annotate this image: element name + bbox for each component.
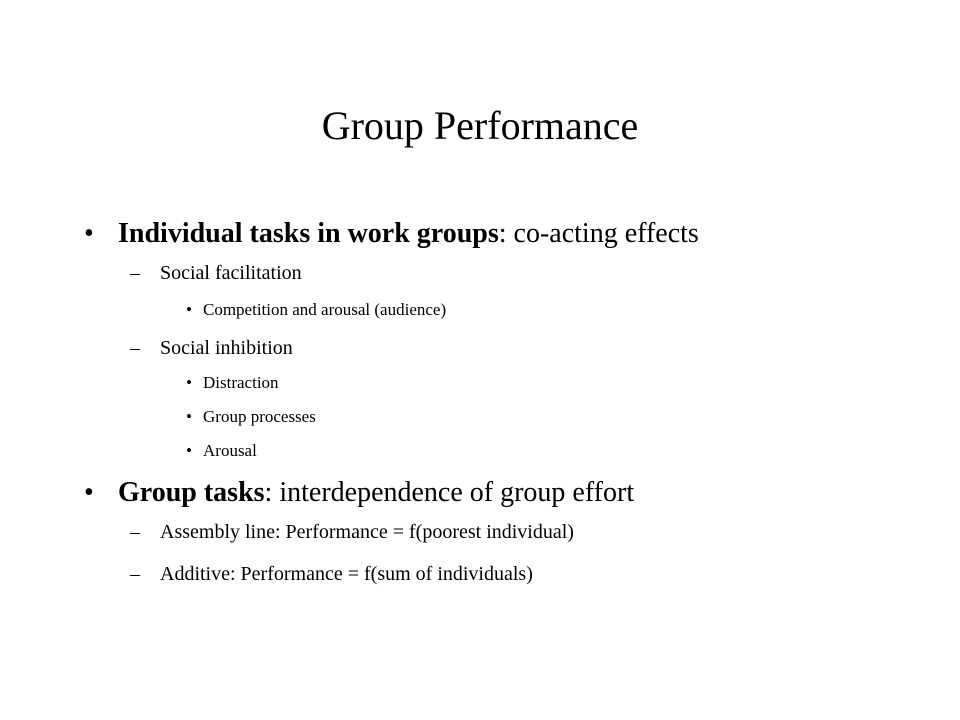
- bullet-marker: •: [186, 407, 192, 426]
- sub-sub-bullet-distraction: [0, 371, 960, 395]
- sub-sub-bullet-text: Distraction: [203, 373, 279, 392]
- bullet-marker: •: [186, 441, 192, 460]
- sub-bullet-text: Assembly line: Performance = f(poorest individual): [160, 521, 574, 543]
- sub-bullet-social-inhibition: [0, 334, 960, 362]
- bullet-group-tasks: [0, 475, 960, 511]
- bullet-text: [118, 475, 634, 511]
- slide-title: Group Performance: [321, 103, 639, 148]
- bullet-marker: •: [186, 300, 192, 319]
- dash-marker: –: [130, 521, 140, 543]
- sub-bullet-text: Social facilitation: [160, 262, 302, 284]
- sub-bullet-assembly-line: [0, 518, 960, 546]
- sub-sub-bullet-arousal: [0, 439, 960, 463]
- sub-sub-bullet-group-processes: [0, 405, 960, 429]
- sub-bullet-additive: [0, 560, 960, 588]
- bullet-marker: •: [84, 218, 94, 249]
- sub-bullet-social-facilitation: [0, 259, 960, 287]
- bullet-marker: •: [186, 373, 192, 392]
- bullet-bold-text: Group tasks: [118, 477, 265, 508]
- sub-sub-bullet-text: Group processes: [203, 407, 316, 426]
- dash-marker: –: [130, 563, 140, 585]
- bullet-individual-tasks: [0, 216, 960, 252]
- bullet-text: [118, 216, 699, 252]
- sub-sub-bullet-text: Competition and arousal (audience): [203, 300, 447, 319]
- sub-sub-bullet-competition: [0, 298, 960, 322]
- dash-marker: –: [130, 337, 140, 359]
- sub-bullet-text: Additive: Performance = f(sum of individuals): [160, 563, 533, 585]
- sub-bullet-text: Social inhibition: [160, 337, 293, 359]
- bullet-marker: •: [84, 477, 94, 508]
- bullet-bold-text: Individual tasks in work groups: [118, 218, 499, 249]
- bullet-rest-text: : interdependence of group effort: [264, 477, 635, 508]
- dash-marker: –: [130, 262, 140, 284]
- bullet-rest-text: : co-acting effects: [498, 218, 699, 249]
- sub-sub-bullet-text: Arousal: [203, 441, 257, 460]
